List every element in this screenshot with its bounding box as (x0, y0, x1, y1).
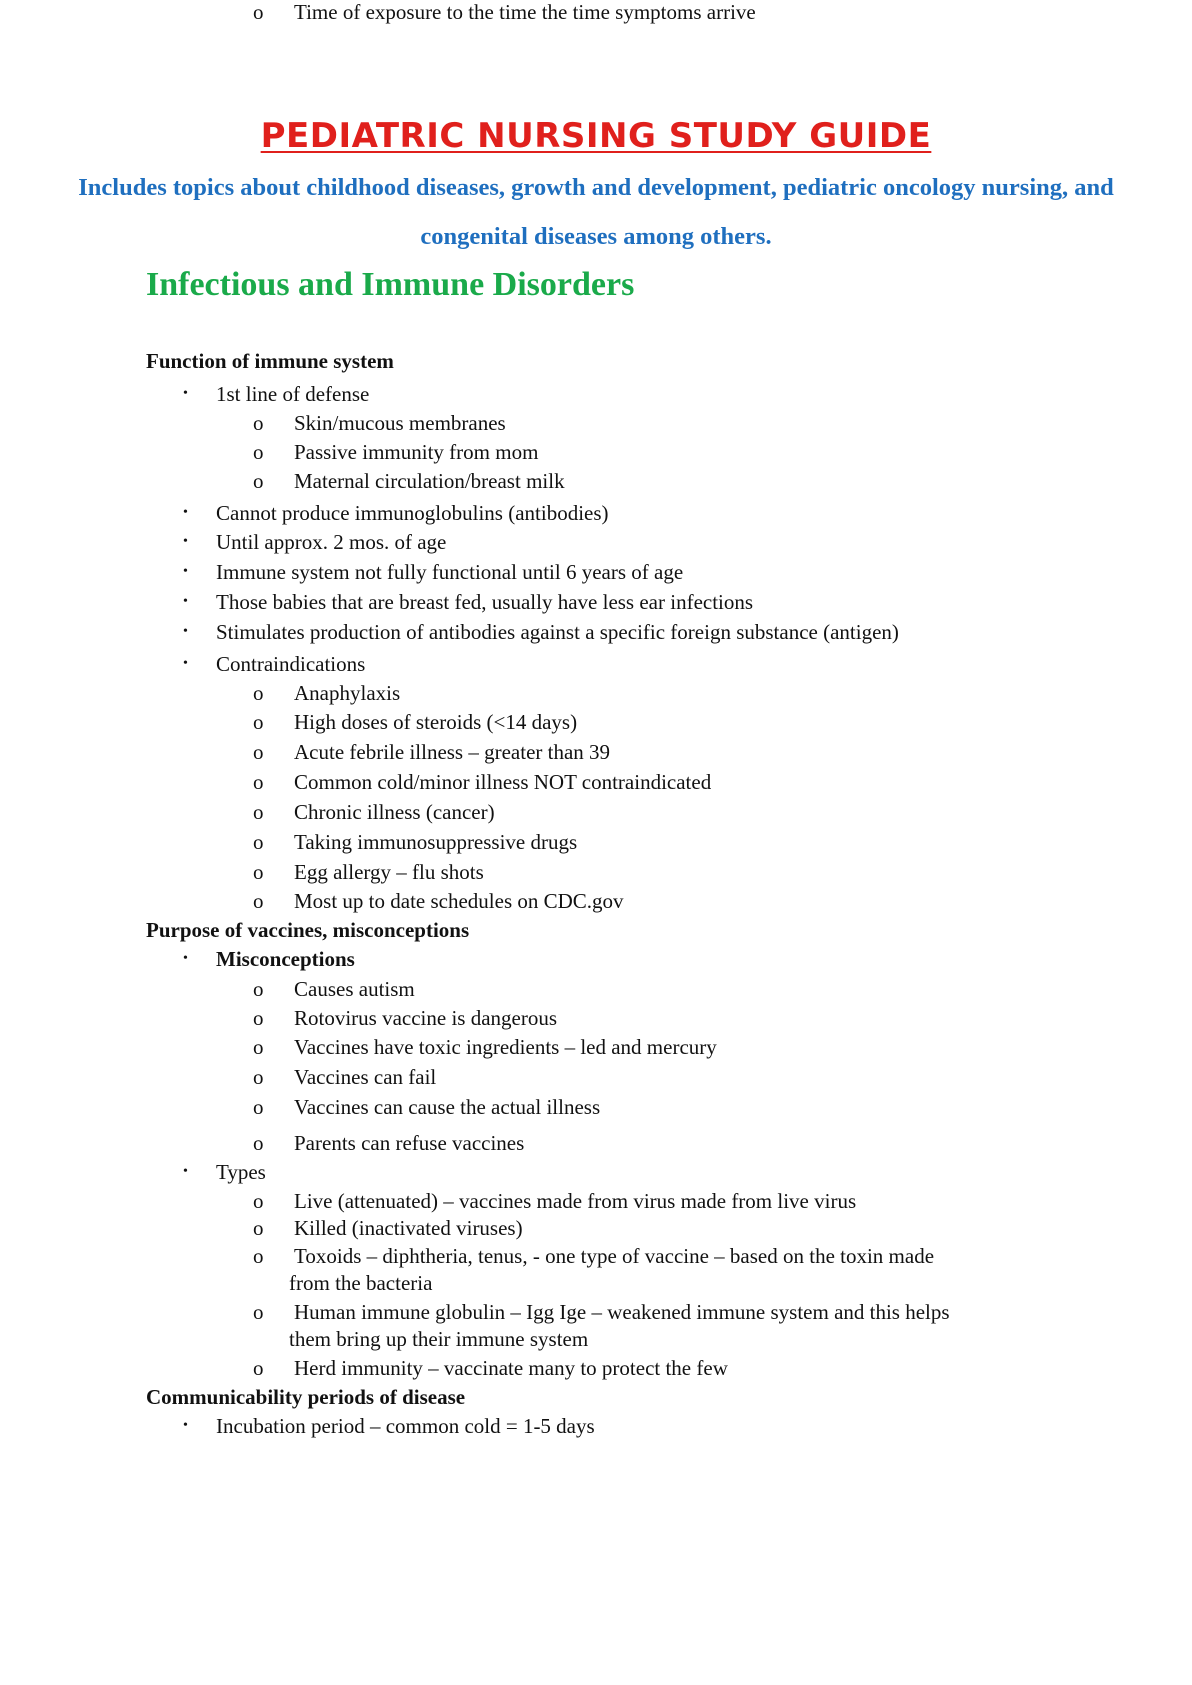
bullet-item: Until approx. 2 mos. of age (216, 530, 447, 554)
sub-bullet-item: Vaccines can cause the actual illness (294, 1095, 601, 1119)
sub-bullet-item: Vaccines can fail (294, 1065, 437, 1089)
bullet-icon: • (183, 624, 188, 639)
sub-bullet-item: Acute febrile illness – greater than 39 (294, 740, 611, 764)
bullet-item: Types (216, 1160, 266, 1184)
bullet-item: Contraindications (216, 652, 366, 676)
sub-bullet-item: Human immune globulin – Igg Ige – weakened immune system and this helps (294, 1300, 950, 1324)
sub-bullet-item: Maternal circulation/breast milk (294, 469, 565, 493)
sub-bullet-icon: o (253, 860, 264, 884)
sub-bullet-item: Vaccines have toxic ingredients – led and mercury (294, 1035, 717, 1059)
bullet-icon: • (183, 1418, 188, 1433)
bullet-icon: • (183, 564, 188, 579)
sub-bullet-icon: o (253, 800, 264, 824)
sub-bullet-item: Common cold/minor illness NOT contraindicated (294, 770, 712, 794)
bullet-item: Immune system not fully functional until 6 years of age (216, 560, 684, 584)
bullet-icon: • (183, 505, 188, 520)
sub-bullet-icon: o (253, 977, 264, 1001)
subheading: Purpose of vaccines, misconceptions (146, 918, 470, 942)
bullet-item: Stimulates production of antibodies against a specific foreign substance (antigen) (216, 620, 899, 644)
sub-bullet-item: Time of exposure to the time the time symptoms arrive (294, 0, 756, 24)
subheading: Function of immune system (146, 349, 394, 373)
bullet-item: 1st line of defense (216, 382, 370, 406)
sub-bullet-item: Parents can refuse vaccines (294, 1131, 525, 1155)
sub-bullet-icon: o (253, 1131, 264, 1155)
sub-bullet-icon: o (253, 681, 264, 705)
sub-bullet-continuation: them bring up their immune system (289, 1327, 589, 1351)
bullet-item: Cannot produce immunoglobulins (antibodies) (216, 501, 609, 525)
sub-bullet-item: Egg allergy – flu shots (294, 860, 484, 884)
sub-bullet-item: Skin/mucous membranes (294, 411, 506, 435)
document-subtitle: Includes topics about childhood diseases, growth and development, pediatric oncology nursing, and congenital diseases among others. (78, 174, 1114, 250)
document-title: PEDIATRIC NURSING STUDY GUIDE (260, 116, 932, 156)
sub-bullet-item: Passive immunity from mom (294, 440, 539, 464)
sub-bullet-item: Toxoids – diphtheria, tenus, - one type of vaccine – based on the toxin made (294, 1244, 935, 1268)
sub-bullet-icon: o (253, 411, 264, 435)
sub-bullet-icon: o (253, 830, 264, 854)
subheading: Communicability periods of disease (146, 1385, 466, 1409)
sub-bullet-icon: o (253, 889, 264, 913)
bullet-icon: • (183, 594, 188, 609)
sub-bullet-icon: o (253, 710, 264, 734)
bullet-icon: • (183, 534, 188, 549)
sub-bullet-icon: o (253, 1006, 264, 1030)
sub-bullet-item: Most up to date schedules on CDC.gov (294, 889, 624, 913)
sub-bullet-icon: o (253, 1244, 264, 1268)
bullet-item: Incubation period – common cold = 1-5 days (216, 1414, 595, 1438)
sub-bullet-icon: o (253, 0, 264, 24)
bullet-icon: • (183, 951, 188, 966)
sub-bullet-item: Live (attenuated) – vaccines made from virus made from live virus (294, 1189, 857, 1213)
sub-bullet-icon: o (253, 440, 264, 464)
sub-bullet-icon: o (253, 1356, 264, 1380)
sub-bullet-icon: o (253, 1216, 264, 1240)
sub-bullet-icon: o (253, 770, 264, 794)
sub-bullet-item: Rotovirus vaccine is dangerous (294, 1006, 558, 1030)
sub-bullet-item: Anaphylaxis (294, 681, 401, 705)
bullet-item: Those babies that are breast fed, usually have less ear infections (216, 590, 754, 614)
bullet-item: Misconceptions (216, 947, 355, 971)
sub-bullet-item: High doses of steroids (<14 days) (294, 710, 578, 734)
sub-bullet-item: Killed (inactivated viruses) (294, 1216, 523, 1240)
sub-bullet-icon: o (253, 1095, 264, 1119)
sub-bullet-item: Causes autism (294, 977, 415, 1001)
bullet-icon: • (183, 386, 188, 401)
sub-bullet-item: Taking immunosuppressive drugs (294, 830, 578, 854)
sub-bullet-icon: o (253, 1035, 264, 1059)
bullet-icon: • (183, 656, 188, 671)
bullet-icon: • (183, 1164, 188, 1179)
sub-bullet-icon: o (253, 740, 264, 764)
sub-bullet-icon: o (253, 1300, 264, 1324)
sub-bullet-icon: o (253, 469, 264, 493)
sub-bullet-continuation: from the bacteria (289, 1271, 433, 1295)
sub-bullet-icon: o (253, 1189, 264, 1213)
sub-bullet-icon: o (253, 1065, 264, 1089)
sub-bullet-item: Herd immunity – vaccinate many to protect the few (294, 1356, 728, 1380)
sub-bullet-item: Chronic illness (cancer) (294, 800, 495, 824)
section-heading: Infectious and Immune Disorders (146, 266, 635, 303)
